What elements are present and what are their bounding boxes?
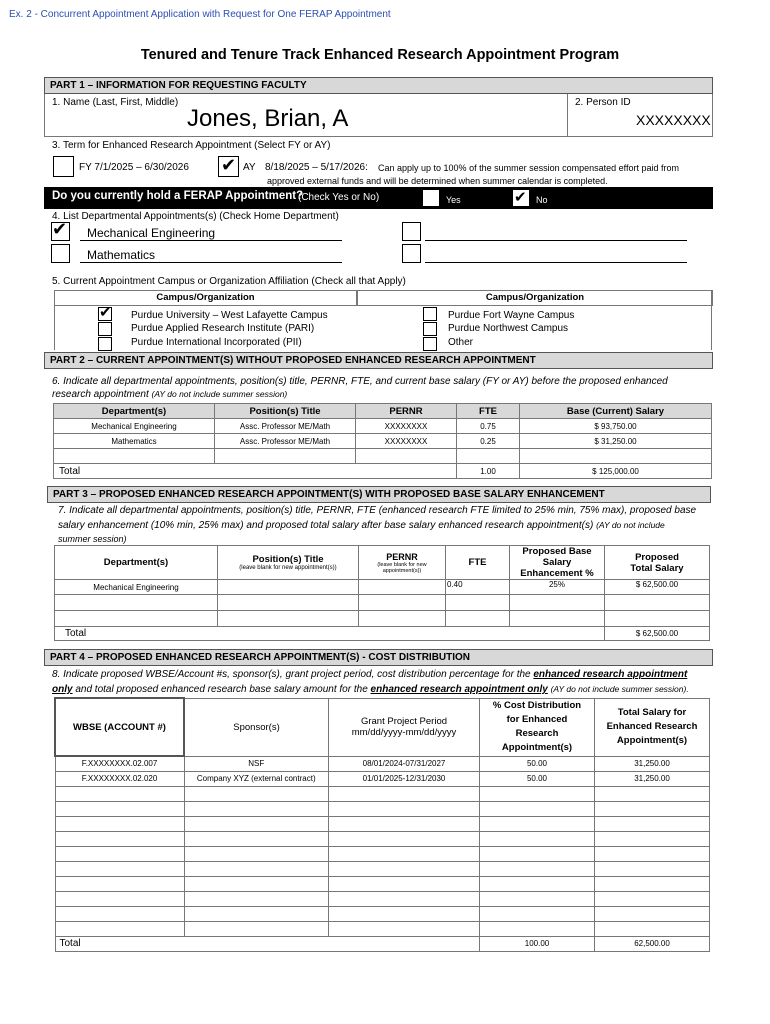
cell-position[interactable]: Assc. Professor ME/Math — [215, 434, 356, 449]
cell-sponsor[interactable]: NSF — [184, 756, 329, 771]
fy-checkbox[interactable] — [53, 156, 74, 177]
dept1-line — [80, 240, 342, 241]
cell-sponsor[interactable] — [184, 801, 329, 816]
cell-sponsor[interactable] — [184, 816, 329, 831]
cell-grant-period[interactable] — [329, 906, 480, 921]
table-row — [55, 906, 710, 921]
part4-instr2a: only — [52, 684, 73, 695]
table-row — [55, 861, 710, 876]
col-total-salary — [595, 698, 710, 756]
part4-instructions-line2 — [52, 684, 689, 695]
part4-header: PART 4 – PROPOSED ENHANCED RESEARCH APPOINTMENT(S) - COST DISTRIBUTION — [44, 649, 713, 666]
table-row — [54, 434, 712, 449]
total-fte: 1.00 — [457, 464, 520, 479]
cell-wbse[interactable] — [55, 861, 184, 876]
col-department: Department(s) — [54, 404, 215, 419]
cell-grant-period[interactable] — [329, 876, 480, 891]
part2-instructions-line1: 6. Indicate all departmental appointments, position(s) title, PERNR, FTE, and current base salary (FY or AY) before the proposed enhanced — [52, 376, 668, 387]
table-row — [55, 771, 710, 786]
person-id-label: 2. Person ID — [575, 97, 631, 108]
cell-sponsor[interactable] — [184, 921, 329, 936]
cell-total[interactable] — [595, 831, 710, 846]
dept4-checkbox[interactable] — [402, 244, 421, 263]
cell-dept[interactable] — [55, 611, 218, 627]
col-total-salary — [605, 546, 710, 580]
cell-grant-period[interactable] — [329, 921, 480, 936]
cell-enhancement[interactable] — [510, 611, 605, 627]
campus-pii-checkbox[interactable] — [98, 337, 112, 351]
col-pernr — [359, 546, 446, 580]
cell-fte[interactable]: 0.40 — [446, 580, 510, 595]
name-label: 1. Name (Last, First, Middle) — [52, 97, 179, 108]
part2-header: PART 2 – CURRENT APPOINTMENT(S) WITHOUT PROPOSED ENHANCED RESEARCH APPOINTMENT — [44, 352, 713, 369]
col-pct-line1: % Cost Distribution — [492, 700, 582, 711]
cell-total[interactable] — [595, 906, 710, 921]
cell-total[interactable] — [595, 801, 710, 816]
cell-wbse[interactable] — [55, 801, 184, 816]
table-row — [55, 580, 710, 595]
cell-grant-period[interactable] — [329, 801, 480, 816]
cell-sponsor[interactable] — [184, 861, 329, 876]
proposed-appointments-table — [54, 545, 710, 641]
cell-pct[interactable] — [480, 861, 595, 876]
campus-header-right — [357, 290, 713, 306]
total-pct: 100.00 — [480, 936, 595, 951]
col-pct-line4: Appointment(s) — [501, 742, 573, 753]
ferap-no-checkmark-icon: ✔ — [514, 189, 527, 206]
dept3-checkbox[interactable] — [402, 222, 421, 241]
table-row — [55, 921, 710, 936]
part2-instr2a: research appointment — [52, 389, 149, 400]
cell-grant-period[interactable]: 01/01/2025-12/31/2030 — [329, 771, 480, 786]
part4-instructions-line1 — [52, 669, 687, 680]
col-pbse-line1: Proposed Base Salary — [522, 546, 592, 568]
cell-fte[interactable] — [446, 595, 510, 611]
current-appointments-table — [53, 403, 712, 479]
cell-grant-period[interactable] — [329, 786, 480, 801]
ay-label: AY — [243, 162, 256, 173]
col-department: Department(s) — [55, 546, 218, 580]
col-fte: FTE — [446, 546, 510, 580]
cell-sponsor[interactable] — [184, 891, 329, 906]
part4-instr1b: enhanced research appointment — [533, 669, 688, 680]
col-cost-distribution — [480, 698, 595, 756]
cell-pct[interactable] — [480, 846, 595, 861]
cell-total[interactable] — [595, 861, 710, 876]
total-row — [55, 627, 710, 641]
part3-header: PART 3 – PROPOSED ENHANCED RESEARCH APPOINTMENT(S) WITH PROPOSED BASE SALARY ENHANCEMENT — [47, 486, 711, 503]
table-row — [54, 449, 712, 464]
table-row — [55, 611, 710, 627]
part3-instr2b: (AY do not include — [596, 520, 665, 530]
table-row — [55, 595, 710, 611]
dept2-value[interactable]: Mathematics — [87, 248, 156, 262]
cell-grant-period[interactable] — [329, 861, 480, 876]
cell-wbse[interactable] — [55, 831, 184, 846]
total-salary: $ 62,500.00 — [605, 627, 710, 641]
cell-total-salary[interactable] — [605, 611, 710, 627]
cell-total[interactable]: 31,250.00 — [595, 771, 710, 786]
cell-position[interactable] — [218, 595, 359, 611]
campus-label: 5. Current Appointment Campus or Organization Affiliation (Check all that Apply) — [52, 276, 406, 287]
col-wbse: WBSE (ACCOUNT #) — [55, 698, 184, 756]
cell-salary[interactable] — [520, 449, 712, 464]
total-label: Total — [55, 627, 605, 641]
part3-instructions-line3: summer session) — [58, 534, 127, 544]
table-row — [55, 846, 710, 861]
ferap-no-label: No — [536, 195, 548, 205]
campus-pari-checkbox[interactable] — [98, 322, 112, 336]
cell-wbse[interactable] — [55, 876, 184, 891]
cell-pernr[interactable] — [359, 595, 446, 611]
part3-instructions-line2 — [58, 520, 665, 531]
cell-wbse[interactable] — [55, 906, 184, 921]
campus-wl-label: Purdue University – West Lafayette Campus — [131, 310, 328, 321]
cell-total-salary[interactable]: $ 62,500.00 — [605, 580, 710, 595]
cost-distribution-table — [54, 697, 710, 952]
campus-pfw-checkbox[interactable] — [423, 307, 437, 321]
col-pbse-line2: Enhancement % — [520, 568, 594, 579]
dept4-line — [425, 262, 687, 263]
cell-pernr[interactable] — [356, 449, 457, 464]
col-gpp-line1: Grant Project Period — [360, 716, 448, 727]
cell-wbse[interactable] — [55, 891, 184, 906]
cell-wbse[interactable] — [55, 816, 184, 831]
cell-enhancement[interactable] — [510, 595, 605, 611]
dept1-value[interactable]: Mechanical Engineering — [87, 226, 216, 240]
cell-dept[interactable]: Mechanical Engineering — [55, 580, 218, 595]
part4-instr2d: (AY do not include summer session). — [550, 684, 689, 694]
col-position-sub: (leave blank for new appointment(s)) — [239, 565, 337, 571]
cell-grant-period[interactable]: 08/01/2024-07/31/2027 — [329, 756, 480, 771]
col-position: Position(s) Title — [215, 404, 356, 419]
cell-sponsor[interactable]: Company XYZ (external contract) — [184, 771, 329, 786]
ferap-sub: (Check Yes or No) — [298, 192, 380, 203]
table-row — [55, 876, 710, 891]
part2-instr2b: (AY do not include summer session) — [151, 389, 288, 399]
cell-pct[interactable] — [480, 921, 595, 936]
col-sponsor: Sponsor(s) — [184, 698, 329, 756]
col-pernr-sub1: (leave blank for new — [377, 561, 427, 568]
cell-position[interactable] — [215, 449, 356, 464]
dept-label: 4. List Departmental Appointments(s) (Check Home Department) — [52, 211, 339, 222]
table-row — [54, 419, 712, 434]
cell-total[interactable]: 31,250.00 — [595, 756, 710, 771]
cell-pernr[interactable] — [359, 580, 446, 595]
cell-sponsor[interactable] — [184, 786, 329, 801]
cell-dept[interactable] — [55, 595, 218, 611]
cell-fte[interactable] — [457, 449, 520, 464]
person-id-value[interactable]: XXXXXXXX — [636, 112, 711, 128]
table-row — [55, 801, 710, 816]
col-pct-line2: for Enhanced — [506, 714, 568, 725]
col-tot-line2: Enhanced Research — [606, 721, 698, 732]
total-label: Total — [55, 936, 480, 951]
cell-grant-period[interactable] — [329, 816, 480, 831]
col-tot-line1: Total Salary for — [617, 707, 687, 718]
cell-pct[interactable]: 50.00 — [480, 756, 595, 771]
cell-pernr[interactable]: XXXXXXXX — [356, 434, 457, 449]
col-base-salary: Base (Current) Salary — [520, 404, 712, 419]
cell-sponsor[interactable] — [184, 906, 329, 921]
table-row — [55, 831, 710, 846]
col-pernr-sub2: appointment(s)) — [382, 567, 422, 574]
col-pct-line3: Research — [515, 728, 559, 739]
cell-total[interactable] — [595, 921, 710, 936]
col-pts-line1: Proposed — [635, 551, 679, 563]
cell-total[interactable] — [595, 786, 710, 801]
col-tot-line3: Appointment(s) — [616, 735, 688, 746]
fy-label: FY 7/1/2025 – 6/30/2026 — [79, 162, 189, 173]
cell-dept[interactable] — [54, 449, 215, 464]
cell-pct[interactable] — [480, 831, 595, 846]
document-header: Ex. 2 - Concurrent Appointment Application with Request for One FERAP Appointment — [9, 9, 391, 20]
dept1-checkmark-icon: ✔ — [52, 219, 68, 239]
ay-checkmark-icon: ✔ — [221, 155, 237, 175]
col-salary-enhancement — [510, 546, 605, 580]
col-grant-period — [329, 698, 480, 756]
campus-pari-label: Purdue Applied Research Institute (PARI) — [131, 323, 315, 334]
cell-pct[interactable] — [480, 816, 595, 831]
ferap-yes-label: Yes — [446, 195, 461, 205]
cell-grant-period[interactable] — [329, 831, 480, 846]
campus-pfw-label: Purdue Fort Wayne Campus — [448, 310, 575, 321]
pid-divider — [567, 94, 568, 137]
cell-pct[interactable] — [480, 801, 595, 816]
cell-salary[interactable]: $ 31,250.00 — [520, 434, 712, 449]
cell-total[interactable] — [595, 891, 710, 906]
ay-note-line2: approved external funds and will be determined when summer calendar is completed. — [267, 176, 608, 186]
part1-header: PART 1 – INFORMATION FOR REQUESTING FACULTY — [44, 77, 713, 94]
cell-grant-period[interactable] — [329, 846, 480, 861]
cell-enhancement[interactable]: 25% — [510, 580, 605, 595]
cell-position[interactable] — [218, 580, 359, 595]
cell-total[interactable] — [595, 846, 710, 861]
ay-dates: 8/18/2025 – 5/17/2026: — [265, 162, 368, 173]
page-title: Tenured and Tenure Track Enhanced Research Appointment Program — [140, 47, 620, 63]
table-row — [55, 786, 710, 801]
part4-instr1a: 8. Indicate proposed WBSE/Account #s, sponsor(s), grant project period, cost distribution percentage for the — [52, 669, 531, 680]
dept2-line — [80, 262, 342, 263]
campus-header-left-text: Campus/Organization — [156, 292, 255, 303]
campus-header-right-text: Campus/Organization — [485, 292, 585, 303]
total-label: Total — [54, 464, 457, 479]
total-salary: $ 125,000.00 — [520, 464, 712, 479]
dept3-line — [425, 240, 687, 241]
cell-dept[interactable]: Mechanical Engineering — [54, 419, 215, 434]
cell-pct[interactable] — [480, 891, 595, 906]
cell-pct[interactable] — [480, 876, 595, 891]
cell-wbse[interactable]: F.XXXXXXXX.02.020 — [55, 771, 184, 786]
total-row — [54, 464, 712, 479]
term-label: 3. Term for Enhanced Research Appointment (Select FY or AY) — [52, 140, 331, 151]
table-row — [55, 816, 710, 831]
cell-fte[interactable] — [446, 611, 510, 627]
name-value[interactable]: Jones, Brian, A — [187, 105, 349, 132]
part4-instr2b: and total proposed enhanced research base salary amount for the — [75, 684, 368, 695]
cell-sponsor[interactable] — [184, 846, 329, 861]
cell-fte[interactable]: 0.75 — [457, 419, 520, 434]
col-pernr-label: PERNR — [386, 551, 418, 562]
cell-dept[interactable]: Mathematics — [54, 434, 215, 449]
ferap-yes-checkbox[interactable] — [422, 189, 440, 207]
col-position-label: Position(s) Title — [252, 554, 324, 565]
cell-wbse[interactable]: F.XXXXXXXX.02.007 — [55, 756, 184, 771]
col-pts-line2: Total Salary — [630, 562, 684, 574]
cell-position[interactable]: Assc. Professor ME/Math — [215, 419, 356, 434]
dept2-checkbox[interactable] — [51, 244, 70, 263]
cell-grant-period[interactable] — [329, 891, 480, 906]
ferap-question: Do you currently hold a FERAP Appointment? — [52, 190, 304, 202]
campus-wl-checkmark-icon: ✔ — [99, 304, 112, 321]
cell-position[interactable] — [218, 611, 359, 627]
total-salary: 62,500.00 — [595, 936, 710, 951]
col-position — [218, 546, 359, 580]
cell-sponsor[interactable] — [184, 876, 329, 891]
cell-total-salary[interactable] — [605, 595, 710, 611]
cell-wbse[interactable] — [55, 786, 184, 801]
table-row — [55, 891, 710, 906]
cell-wbse[interactable] — [55, 921, 184, 936]
part2-instructions-line2 — [52, 389, 287, 400]
cell-sponsor[interactable] — [184, 831, 329, 846]
total-row — [55, 936, 710, 951]
cell-fte[interactable]: 0.25 — [457, 434, 520, 449]
campus-pii-label: Purdue International Incorporated (PII) — [131, 337, 302, 348]
cell-wbse[interactable] — [55, 846, 184, 861]
cell-pct[interactable] — [480, 906, 595, 921]
cell-total[interactable] — [595, 816, 710, 831]
part4-instr2c: enhanced research appointment only — [370, 684, 548, 695]
cell-salary[interactable]: $ 93,750.00 — [520, 419, 712, 434]
col-gpp-line2: mm/dd/yyyy-mm/dd/yyyy — [351, 727, 457, 738]
part3-instructions-line1: 7. Indicate all departmental appointments, position(s) title, PERNR, FTE (enhanced research FTE limited to 25% min, 75% max), proposed base — [58, 505, 697, 516]
cell-pct[interactable]: 50.00 — [480, 771, 595, 786]
campus-pnw-label: Purdue Northwest Campus — [448, 323, 569, 334]
col-pernr: PERNR — [356, 404, 457, 419]
campus-other-checkbox[interactable] — [423, 337, 437, 351]
cell-total[interactable] — [595, 876, 710, 891]
ay-note-line1: Can apply up to 100% of the summer session compensated effort paid from — [378, 163, 679, 173]
campus-pnw-checkbox[interactable] — [423, 322, 437, 336]
cell-pernr[interactable]: XXXXXXXX — [356, 419, 457, 434]
cell-pernr[interactable] — [359, 611, 446, 627]
col-fte: FTE — [457, 404, 520, 419]
campus-other-label: Other — [448, 337, 474, 348]
table-row — [55, 756, 710, 771]
part3-instr2: salary enhancement (10% min, 25% max) and proposed total salary after base salary enhanced research appointment(s) — [58, 520, 594, 531]
cell-pct[interactable] — [480, 786, 595, 801]
